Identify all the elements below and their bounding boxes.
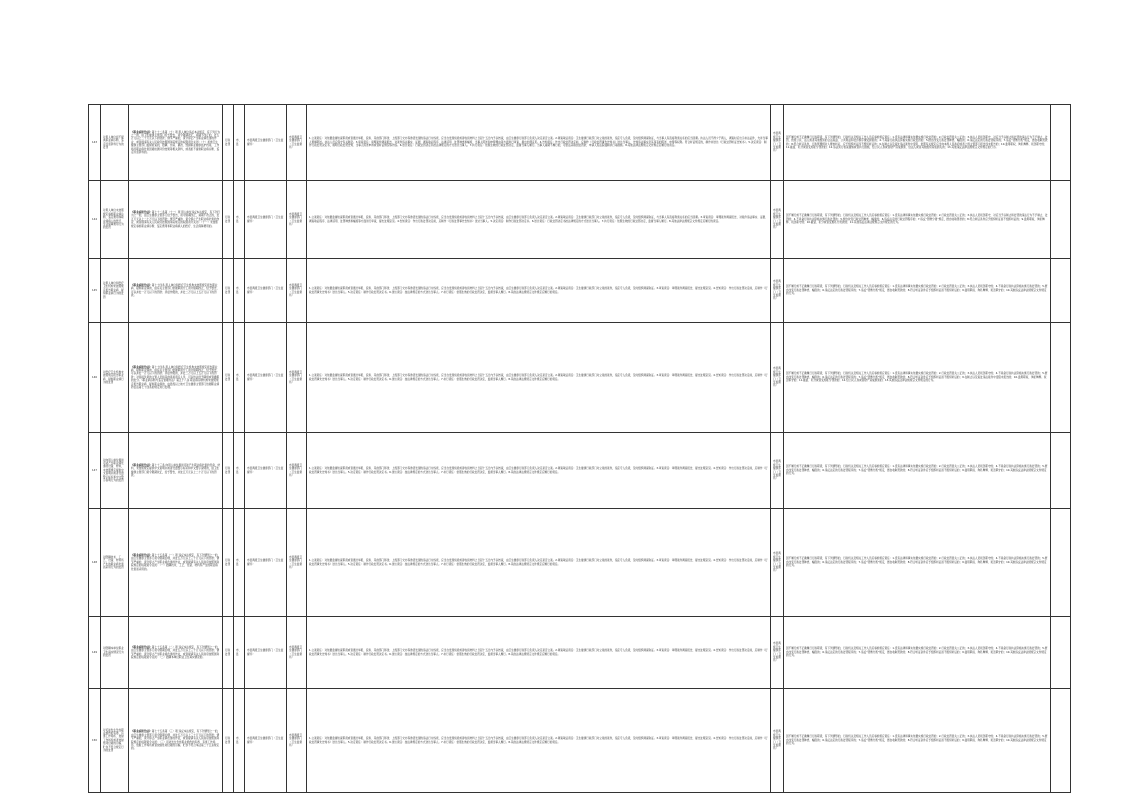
implementing-tier: 市、县 xyxy=(234,617,245,689)
responsible-org: 市县两级卫生健康部门（卫生监督所） xyxy=(245,433,287,509)
responsible-org: 市县两级卫生健康部门（卫生监督所） xyxy=(245,323,287,433)
item-type: 行政处罚 xyxy=(223,259,234,323)
table-row xyxy=(89,617,1071,689)
accountable-subject: 市县两级卫生健康部门（卫生监督所） xyxy=(771,617,784,689)
item-name: 对用人单位未按照规定承担职业病诊断、鉴定费用和职业病病人的医疗、生活保障费用行为的处罚 xyxy=(101,181,129,259)
accountable-subject: 市县两级卫生健康部门（卫生监督所） xyxy=(771,509,784,617)
duty-basis: 1.立案责任：对依据监督检查职责或者通过举报、投诉、其他部门移送、上级部门交办等途径发现的违法行为线索，应当自发现线索或者收到材料之日起十五日内予以核查，由卫生健康行政部门负责人决定是否立案。 xyxy=(309,216,556,220)
row-number: 146 xyxy=(89,323,101,433)
implementing-tier: 市、县 xyxy=(234,105,245,181)
law-name: 《职业病防治法》 xyxy=(131,130,152,134)
legal-basis xyxy=(129,433,223,509)
duty-detail: 2.调查取证责任：卫生健康行政部门对立案的案件，指定专人负责，及时组织调查取证。3.审查责任：审理案件调查报告，提出处理意见。4.告知责任：作出行政处罚决定前，应制作《行政处罚事先告知书》送达当事人。5.决定责任：制作行政处罚决定书。6.送达责任：按法律规定的方式送达当事人。7.执行责任：依照生效的行政处罚决定，监督当事人履行。8.其他法律法规规章文件规定应履行的责任。 xyxy=(309,649,768,656)
responsible-org: 市县两级卫生健康部门（卫生监督所） xyxy=(245,689,287,793)
legal-basis xyxy=(129,689,223,793)
law-name: 《职业病防治法》 xyxy=(131,553,152,557)
implementing-tier: 市、县 xyxy=(234,181,245,259)
legal-basis xyxy=(129,259,223,323)
remarks xyxy=(1051,323,1071,433)
duty-description xyxy=(307,689,771,793)
accountability-clause: 因不履行或不正确履行行政职责，有下列情形的，行政机关及相关工作人员应承担相应责任：1.没有法律和事实依据实施行政处罚的；2.行政处罚显失公正的；3.执法人员玩忽职守的；4.不具备行政执法资格实施行政处罚的；5.擅自改变行政处罚种类、幅度的；6.违反法定的行政处罚程序的；7.违反“罚缴分离”规定，擅自收取罚款的；8.符合听证条件应予组织听证而不组织听证的；9.在制止以及查处违法案件中受阻未报告的；10.滥用职权、徇私舞弊、玩忽职守的；11.截留、私分或者变相私分罚款的；12.给公民人身或者财产造成损害的；13.其他违反法律法规规章文件规定的行为。 xyxy=(784,323,1051,433)
duty-detail: 2.调查取证责任：卫生健康行政部门对立案的案件，指定专人负责，及时组织调查取证，与当事人有直接利害关系的应当回避。3.审查责任：审理案件调查报告，对案件违法事实、证据、调查取证程序、法律适用、处罚种类和幅度等方面进行审查，提出处理意见。4.告知责任：作出行政处罚决定前，应制作《行政处罚事先告知书》送达当事人。5.决定责任：制作行政处罚决定书。6.送达责任：行政处罚决定书按法律规定的方式送达当事人。7.执行责任：依照生效的行政处罚决定，监督当事人履行。8.其他法律法规规章文件规定应履行的责任。 xyxy=(309,216,768,223)
accountable-subject: 市县两级卫生健康部门（卫生监督所） xyxy=(771,433,784,509)
accountable-subject: 市县两级卫生健康部门（卫生监督所） xyxy=(771,181,784,259)
duty-basis: 1.立案责任：对依据监督检查职责或者通过举报、投诉、其他部门移送、上级部门交办等途径发现的违法行为线索，应当自发现线索或者收到材料之日起十五日内予以核查，由卫生健康行政部门负责人决定是否立案。 xyxy=(309,374,556,378)
law-text: 第七十四条 用人单位和医疗卫生机构未按照规定报告职业病、疑似职业病的，由有关主管部门依据职责分工责令限期改正，给予警告，可以并处一万元以下的罚款；弄虚作假的，并处二万元以上五万元以下的罚款。 xyxy=(131,283,220,297)
implementing-subject: 市县两级卫生健康部门（卫生监督所） xyxy=(287,105,307,181)
implementing-tier: 市、县 xyxy=(234,689,245,793)
duty-basis: 1.立案责任：对依据监督检查职责或者通过举报、投诉、其他部门移送、上级部门交办等途径发现的违法行为线索，应当自发现线索或者收到材料之日起十五日内予以核查，由卫生健康行政部门负责人决定是否立案。 xyxy=(309,287,556,291)
law-text: 第七十四条 用人单位和医疗卫生机构未按照规定报告职业病、疑似职业病的，由有关主管部门依据职责分工责令限期改正，给予警告，可以并处一万元以下的罚款；弄虚作假的，并处二万元以上五万元以下的罚款；对直接负责的主管人员和其他直接责任人员，可以依法给予降级或者撤职的处分。《职业病诊断与鉴定管理办法》第五十八条 职业病诊断机构未按照规定报告职业病、疑似职业病的，由县级以上地方卫生健康主管部门依据职业病防治法第七十四条的规定进行处理。 xyxy=(131,365,220,390)
table-row xyxy=(89,259,1071,323)
duty-description xyxy=(307,105,771,181)
implementing-subject: 市县两级卫生健康部门（卫生监督所） xyxy=(287,259,307,323)
implementing-subject: 市县两级卫生健康部门（卫生监督所） xyxy=(287,323,307,433)
remarks xyxy=(1051,509,1071,617)
legal-basis xyxy=(129,105,223,181)
responsible-org: 市县两级卫生健康部门（卫生监督所） xyxy=(245,181,287,259)
law-name: 《职业病防治法》 xyxy=(131,210,152,214)
responsible-org: 市县两级卫生健康部门（卫生监督所） xyxy=(245,259,287,323)
duty-description xyxy=(307,259,771,323)
accountability-clause: 因不履行或不正确履行行政职责，有下列情形的，行政机关及相关工作人员应承担相应责任：1.没有法律和事实依据实施行政处罚的；2.行政处罚显失公正的；3.执法人员玩忽职守的；4.不具备行政执法资格实施行政处罚的；5.擅自改变行政处罚种类、幅度的；6.违反法定的行政处罚程序的；7.违反“罚缴分离”规定，擅自收取罚款的；8.符合听证条件应予组织听证而不组织听证的；9.滥用职权、徇私舞弊、玩忽职守的；10.其他违反法律法规规章文件规定的行为。 xyxy=(784,617,1051,689)
item-type: 行政处罚 xyxy=(223,433,234,509)
duty-description xyxy=(307,617,771,689)
row-number: 143 xyxy=(89,105,101,181)
row-number: 148 xyxy=(89,509,101,617)
implementing-tier: 市、县 xyxy=(234,509,245,617)
row-number: 144 xyxy=(89,181,101,259)
row-number: 145 xyxy=(89,259,101,323)
duty-description xyxy=(307,509,771,617)
item-name: 对隐瞒本单位职业卫生真实情况行为的处罚 xyxy=(101,617,129,689)
item-type: 行政处罚 xyxy=(223,181,234,259)
law-name: 《职业病防治法》 xyxy=(131,283,152,287)
legal-basis xyxy=(129,181,223,259)
row-number: 147 xyxy=(89,433,101,509)
remarks xyxy=(1051,433,1071,509)
legal-basis xyxy=(129,509,223,617)
remarks xyxy=(1051,689,1071,793)
duty-basis: 1.立案责任：对依据监督检查职责或者通过举报、投诉、其他部门移送、上级部门交办等途径发现的违法行为线索，应当自发现线索或者收到材料之日起十五日内予以核查，由卫生健康行政部门负责人决定是否立案。 xyxy=(309,137,556,141)
law-name: 《职业病防治法》 xyxy=(131,365,152,369)
accountability-clause: 因不履行或不正确履行行政职责，有下列情形的，行政机关及相关工作人员应承担相应责任：1.没有法律和事实依据实施行政处罚的；2.行政处罚显失公正的；3.执法人员玩忽职守，对应当予以制止和处罚的违法行为不予制止、处罚，致使公民、法人或者其他组织的合法权益、公共利益和社会秩序遭受损害的；4.不具备行政执法资格实施行政处罚的；5.擅自改变行政处罚种类、幅度的；6.违反法定的行政处罚程序的；7.违反“罚缴分离”规定，擅自收取罚款的；8.符合听证条件、行政管理相对人要求听证，应予组织听证而不组织听证的；9.在制止以及查处违法案件中受阻，依照有关规定应当向本级人民政府或者上级主管部门报告而未报告的；10.滥用职权、徇私舞弊、玩忽职守的；11.截留、私分或者变相私分罚款的；12.违法实行检查措施或者执行措施，给公民人身或者财产造成损害、给法人或者其他组织造成损失的；13.其他违反法律法规规章文件规定的行为。 xyxy=(784,105,1051,181)
accountable-subject: 市县两级卫生健康部门（卫生监督所） xyxy=(771,259,784,323)
item-name: 对可能发生急性职业损伤的有毒、有害工作场所、放射工作场所或者放射性同位素的运输、贮存不符合规定行为的处罚 xyxy=(101,689,129,793)
item-name: 对隐瞒技术、工艺、设备、材料所产生的职业病危害而采用行为的处罚 xyxy=(101,509,129,617)
accountable-subject: 市县两级卫生健康部门（卫生监督所） xyxy=(771,105,784,181)
remarks xyxy=(1051,259,1071,323)
responsible-org: 市县两级卫生健康部门（卫生监督所） xyxy=(245,617,287,689)
duty-detail: 2.调查取证责任：卫生健康行政部门对立案的案件，指定专人负责，及时组织调查取证，与当事人有直接利害关系的应当回避。执法人员不得少于两人，调查时应出示执法证件，允许当事人辩解陈述。执法人员应保守有关秘密。3.审查责任：审理案件调查报告，对案件违法事实、证据、调查取证程序、法律适用、处罚种类和幅度、当事人陈述和申辩理由等方面进行审查，提出处理意见。4.告知责任：作出行政处罚决定前，应制作《行政处罚事先告知书》送达当事人，告知违法事实及其享有的陈述、申辩等权利。符合听证规定的，制作并送达《行政处罚听证告知书》。5.决定责任：制作行政处罚决定书，载明行政处罚告知、当事人陈述申辩或者听证情况等内容。6.送达责任：行政处罚决定书按法律规定的方式送达当事人。7.执行责任：依照生效的行政处罚决定，监督当事人履行。当事人逾期不履行的，可依法采取加处罚款、申请人民法院强制执行等措施。8.其他法律法规规章文件规定应履行的责任。 xyxy=(309,137,768,148)
duty-detail: 2.调查取证责任：卫生健康行政部门对立案的案件，指定专人负责，及时组织调查取证。3.审查责任：审理案件调查报告，提出处理意见。4.告知责任：作出行政处罚决定前，应制作《行政处罚事先告知书》送达当事人。5.决定责任：制作行政处罚决定书。6.送达责任：按法律规定的方式送达当事人。7.执行责任：依照生效的行政处罚决定，监督当事人履行。8.其他法律法规规章文件规定应履行的责任。 xyxy=(309,559,768,566)
law-text: 第七十五条第（一）项 违反本法规定，有下列情形之一的，由卫生健康主管部门责令限期治理，并处五万元以上三十万元以下的罚款；情节严重的，责令停止产生职业病危害的作业，或者提请有关人民政府按照国务院规定的权限责令关闭：（一）隐瞒技术、工艺、设备、材料所产生的职业病危害而采用的。 xyxy=(131,553,221,571)
accountability-clause: 因不履行或不正确履行行政职责，有下列情形的，行政机关及相关工作人员应承担相应责任：1.没有法律和事实依据实施行政处罚的；2.行政处罚显失公正的；3.执法人员玩忽职守的；4.不具备行政执法资格实施行政处罚的；5.擅自改变行政处罚种类、幅度的；6.违反法定的行政处罚程序的；7.违反“罚缴分离”规定，擅自收取罚款的；8.符合听证条件应予组织听证而不组织听证的；9.滥用职权、徇私舞弊、玩忽职守的；10.其他违反法律法规规章文件规定的行为。 xyxy=(784,259,1051,323)
item-name: 对医疗卫生机构未按照规定报告职业病、疑似职业病行为的处罚 xyxy=(101,323,129,433)
implementing-subject: 市县两级卫生健康部门（卫生监督所） xyxy=(287,181,307,259)
responsible-org: 市县两级卫生健康部门（卫生监督所） xyxy=(245,105,287,181)
accountable-subject: 市县两级卫生健康部门（卫生监督所） xyxy=(771,323,784,433)
implementing-tier: 市、县 xyxy=(234,433,245,509)
implementing-subject: 市县两级卫生健康部门（卫生监督所） xyxy=(287,433,307,509)
implementing-tier: 市、县 xyxy=(234,259,245,323)
duty-basis: 1.立案责任：对依据监督检查职责或者通过举报、投诉、其他部门移送、上级部门交办等途径发现的违法行为线索，应当自发现线索或者收到材料之日起十五日内予以核查，由卫生健康行政部门负责人决定是否立案。 xyxy=(309,737,556,741)
legal-basis xyxy=(129,617,223,689)
table-row xyxy=(89,181,1071,259)
responsible-org: 市县两级卫生健康部门（卫生监督所） xyxy=(245,509,287,617)
item-name: 对向用人单位提供可能产生职业病危害的设备、材料，未按照规定提供中文说明书或者设置警示标识和中文警示说明行为的处罚 xyxy=(101,433,129,509)
row-number: 149 xyxy=(89,617,101,689)
law-name: 《职业病防治法》 xyxy=(131,463,152,467)
remarks xyxy=(1051,105,1071,181)
table-row xyxy=(89,509,1071,617)
implementing-subject: 市县两级卫生健康部门（卫生监督所） xyxy=(287,617,307,689)
item-type: 行政处罚 xyxy=(223,105,234,181)
item-type: 行政处罚 xyxy=(223,617,234,689)
law-text: 第七十五条第（二）项 违反本法规定，有下列情形之一的，由卫生健康主管部门责令限期治理，并处五万元以上三十万元以下的罚款；情节严重的，责令停止产生职业病危害的作业，或者提请有关人民政府按照国务院规定的权限责令关闭：（二）隐瞒本单位职业卫生真实情况的。 xyxy=(131,645,221,659)
implementing-tier: 市、县 xyxy=(234,323,245,433)
duty-detail: 2.调查取证责任：卫生健康行政部门对立案的案件，指定专人负责，及时组织调查取证。3.审查责任：审理案件调查报告，提出处理意见。4.告知责任：作出行政处罚决定前，应制作《行政处罚事先告知书》送达当事人。5.决定责任：制作行政处罚决定书。6.送达责任：按法律规定的方式送达当事人。7.执行责任：依照生效的行政处罚决定，监督当事人履行。8.其他法律法规规章文件规定应履行的责任。 xyxy=(309,737,768,744)
remarks xyxy=(1051,617,1071,689)
law-text: 第七十五条第（三）项 违反本法规定，有下列情形之一的，由卫生健康主管部门责令限期治理，并处五万元以上三十万元以下的罚款；情节严重的，责令停止产生职业病危害的作业，或者提请有关人民政府按照国务院规定的权限责令关闭：（三）可能发生急性职业损伤的有毒、有害工作场所、放射工作场所或者放射性同位素的运输、贮存不符合本法第二十五条规定的。 xyxy=(131,730,221,751)
item-type: 行政处罚 xyxy=(223,323,234,433)
duty-detail: 2.调查取证责任：卫生健康行政部门对立案的案件，指定专人负责，及时组织调查取证。3.审查责任：审理案件调查报告，提出处理意见。4.告知责任：作出行政处罚决定前，应制作《行政处罚事先告知书》送达当事人。5.决定责任：制作行政处罚决定书。6.送达责任：按法律规定的方式送达当事人。7.执行责任：依照生效的行政处罚决定，监督当事人履行。8.其他法律法规规章文件规定应履行的责任。 xyxy=(309,467,768,474)
item-name: 对用人单位拒不提供职业病诊断、鉴定所需资料行为的处罚 xyxy=(101,105,129,181)
law-text: 第七十三条 向用人单位提供可能产生职业病危害的设备、材料，未按照规定提供中文说明书或者设置警示标识和中文警示说明的，由卫生健康主管部门责令限期改正，给予警告，并处五万元以上二十万元以下的罚款。 xyxy=(131,463,221,477)
law-name: 《职业病防治法》 xyxy=(131,730,152,734)
duty-description xyxy=(307,181,771,259)
duty-detail: 2.调查取证责任：卫生健康行政部门对立案的案件，指定专人负责，及时组织调查取证。3.审查责任：审理案件调查报告，提出处理意见。4.告知责任：作出行政处罚决定前，应制作《行政处罚事先告知书》送达当事人。5.决定责任：制作行政处罚决定书。6.送达责任：按法律规定的方式送达当事人。7.执行责任：依照生效的行政处罚决定，监督当事人履行。8.其他法律法规规章文件规定应履行的责任。 xyxy=(309,374,768,381)
table-body xyxy=(89,105,1071,793)
remarks xyxy=(1051,181,1071,259)
item-type: 行政处罚 xyxy=(223,689,234,793)
item-name: 对用人单位和医疗卫生机构未按照规定报告职业病、疑似职业病行为的处罚 xyxy=(101,259,129,323)
duty-basis: 1.立案责任：对依据监督检查职责或者通过举报、投诉、其他部门移送、上级部门交办等途径发现的违法行为线索，应当自发现线索或者收到材料之日起十五日内予以核查，由卫生健康行政部门负责人决定是否立案。 xyxy=(309,559,556,563)
accountability-clause: 因不履行或不正确履行行政职责，有下列情形的，行政机关及相关工作人员应承担相应责任：1.没有法律和事实依据实施行政处罚的；2.行政处罚显失公正的；3.执法人员玩忽职守的；4.不具备行政执法资格实施行政处罚的；5.擅自改变行政处罚种类、幅度的；6.违反法定的行政处罚程序的；7.违反“罚缴分离”规定，擅自收取罚款的；8.符合听证条件应予组织听证而不组织听证的；9.滥用职权、徇私舞弊、玩忽职守的；10.其他违反法律法规规章文件规定的行为。 xyxy=(784,689,1051,793)
law-name: 《职业病防治法》 xyxy=(131,645,152,649)
accountability-clause: 因不履行或不正确履行行政职责，有下列情形的，行政机关及相关工作人员应承担相应责任：1.没有法律和事实依据实施行政处罚的；2.行政处罚显失公正的；3.执法人员玩忽职守的；4.不具备行政执法资格实施行政处罚的；5.擅自改变行政处罚种类、幅度的；6.违反法定的行政处罚程序的；7.违反“罚缴分离”规定，擅自收取罚款的；8.符合听证条件应予组织听证而不组织听证的；9.滥用职权、徇私舞弊、玩忽职守的；10.其他违反法律法规规章文件规定的行为。 xyxy=(784,433,1051,509)
table-row xyxy=(89,105,1071,181)
legal-basis xyxy=(129,323,223,433)
accountability-clause: 因不履行或不正确履行行政职责，有下列情形的，行政机关及相关工作人员应承担相应责任：1.没有法律和事实依据实施行政处罚的；2.行政处罚显失公正的；3.执法人员玩忽职守，对应当予以制止和处罚的违法行为不予制止、处罚的；4.不具备行政执法资格实施行政处罚的；5.擅自改变行政处罚种类、幅度的；6.违反法定的行政处罚程序的；7.违反“罚缴分离”规定，擅自收取罚款的；8.符合听证条件应予组织听证而不组织听证的；9.滥用职权、徇私舞弊、玩忽职守的；10.截留、私分或者变相私分罚款的；11.其他违反法律法规规章文件规定的行为。 xyxy=(784,181,1051,259)
implementing-subject: 市县两级卫生健康部门（卫生监督所） xyxy=(287,689,307,793)
duty-description xyxy=(307,433,771,509)
implementing-subject: 市县两级卫生健康部门（卫生监督所） xyxy=(287,509,307,617)
item-type: 行政处罚 xyxy=(223,509,234,617)
law-text: 第七十二条第（十一）项 用人单位违反本法规定，有下列行为之一的，由卫生健康主管部门给予警告，责令限期改正，逾期不改正的，处五万元以上二十万元以下的罚款；情节严重的，责令停止产生职业病危害的作业，或者提请有关人民政府按照国务院规定的权限责令关闭：（十一）未按照规定承担职业病诊断、鉴定费用和职业病病人的医疗、生活保障费用的。 xyxy=(131,210,221,228)
accountability-clause: 因不履行或不正确履行行政职责，有下列情形的，行政机关及相关工作人员应承担相应责任：1.没有法律和事实依据实施行政处罚的；2.行政处罚显失公正的；3.执法人员玩忽职守的；4.不具备行政执法资格实施行政处罚的；5.擅自改变行政处罚种类、幅度的；6.违反法定的行政处罚程序的；7.违反“罚缴分离”规定，擅自收取罚款的；8.符合听证条件应予组织听证而不组织听证的；9.滥用职权、徇私舞弊、玩忽职守的；10.其他违反法律法规规章文件规定的行为。 xyxy=(784,509,1051,617)
duty-detail: 2.调查取证责任：卫生健康行政部门对立案的案件，指定专人负责，及时组织调查取证。3.审查责任：审理案件调查报告，提出处理意见。4.告知责任：作出行政处罚决定前，应制作《行政处罚事先告知书》送达当事人。5.决定责任：制作行政处罚决定书。6.送达责任：按法律规定的方式送达当事人。7.执行责任：依照生效的行政处罚决定，监督当事人履行。8.其他法律法规规章文件规定应履行的责任。 xyxy=(309,287,768,294)
duty-basis: 1.立案责任：对依据监督检查职责或者通过举报、投诉、其他部门移送、上级部门交办等途径发现的违法行为线索，应当自发现线索或者收到材料之日起十五日内予以核查，由卫生健康行政部门负责人决定是否立案。 xyxy=(309,467,556,471)
law-text: 第七十二条第（十）项 用人单位违反本法规定，有下列行为之一的，由卫生健康主管部门给予警告，责令限期改正，逾期不改正的，处五万元以上二十万元以下的罚款；情节严重的，责令停止产生职业病危害的作业，或者提请有关人民政府按照国务院规定的权限责令关闭：（十）拒绝卫生健康主管部门监督检查的，隐瞒、伪造、篡改、毁损职业健康监护档案、工作场所职业病危害因素检测评价结果等相关资料，或者拒不提供职业病诊断、鉴定所需资料的。 xyxy=(131,130,221,155)
table-row xyxy=(89,689,1071,793)
accountable-subject: 市县两级卫生健康部门（卫生监督所） xyxy=(771,689,784,793)
duty-description xyxy=(307,323,771,433)
duty-basis: 1.立案责任：对依据监督检查职责或者通过举报、投诉、其他部门移送、上级部门交办等途径发现的违法行为线索，应当自发现线索或者收到材料之日起十五日内予以核查，由卫生健康行政部门负责人决定是否立案。 xyxy=(309,649,556,653)
table-row xyxy=(89,323,1071,433)
responsibility-table xyxy=(88,104,1071,793)
table-row xyxy=(89,433,1071,509)
row-number: 150 xyxy=(89,689,101,793)
